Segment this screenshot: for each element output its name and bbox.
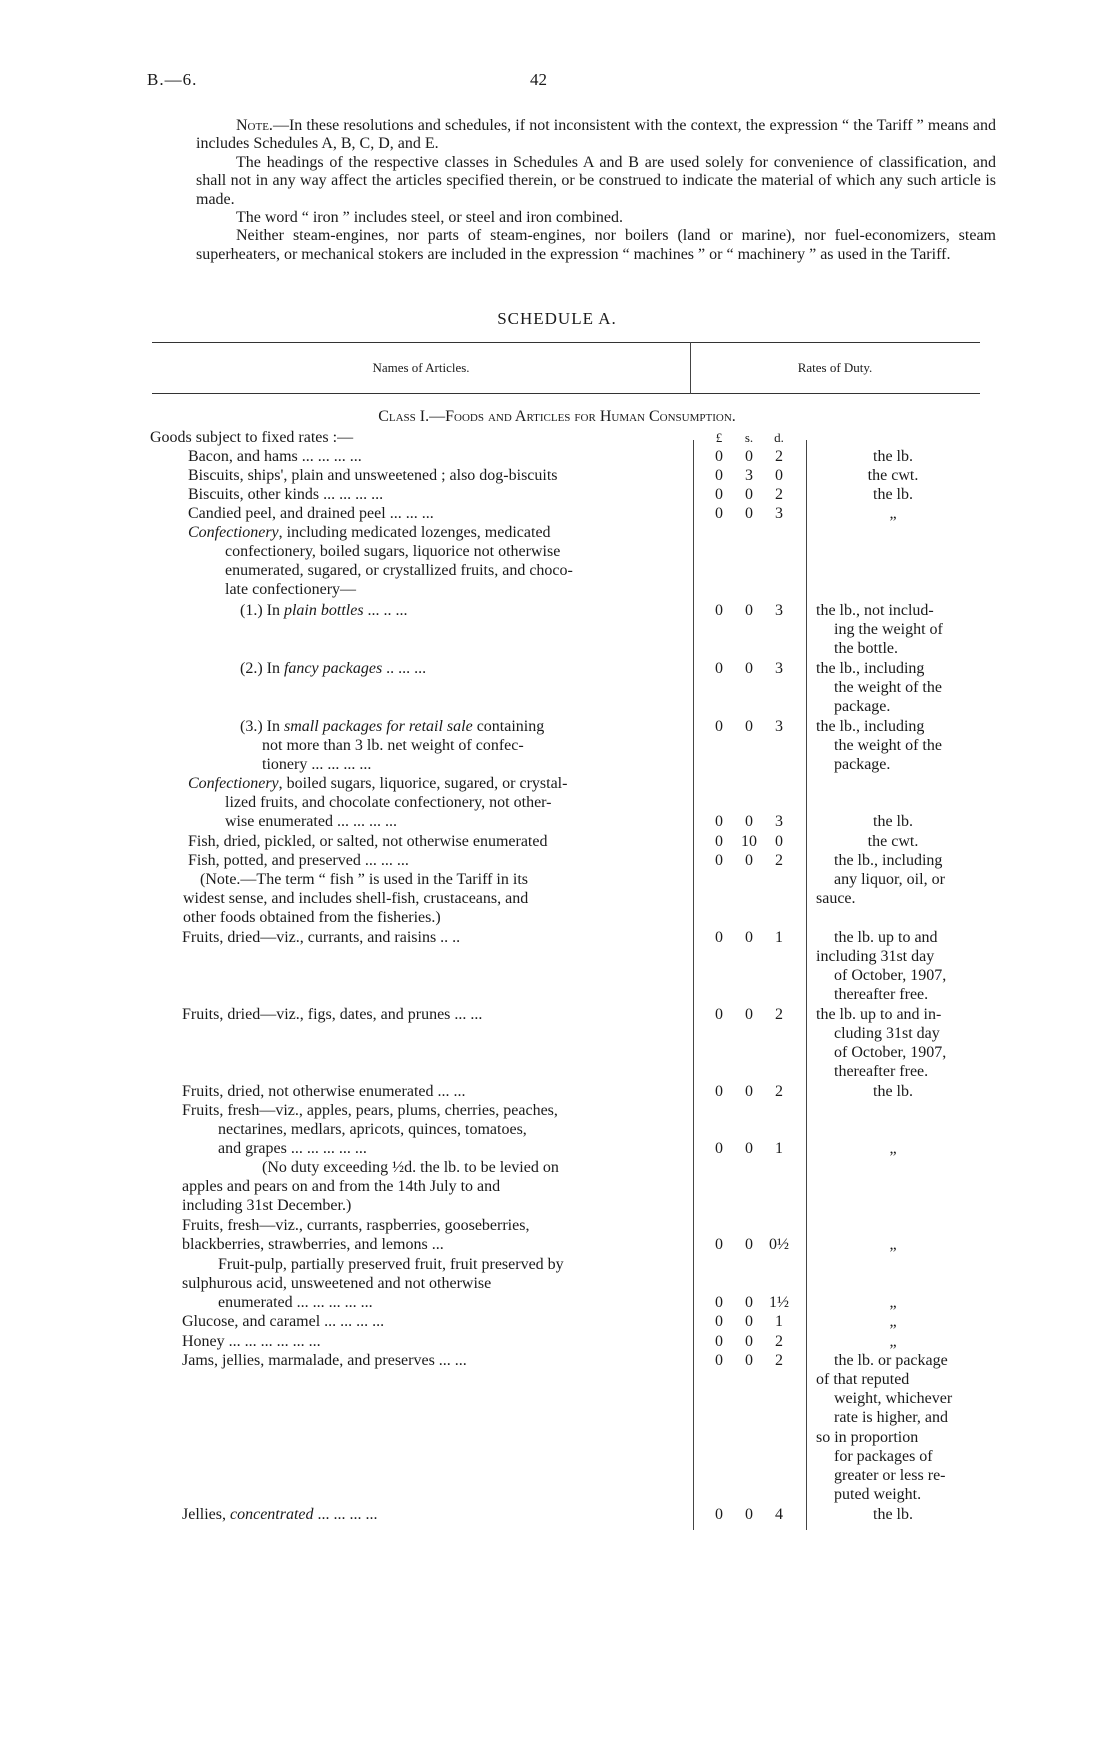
article-line xyxy=(188,774,567,793)
article-text: Bacon, and hams ... ... ... ... xyxy=(188,448,362,465)
duty-shillings: 0 xyxy=(745,602,753,619)
article-line xyxy=(182,1505,378,1524)
class-heading: Class I.—Foods and Articles for Human Consumption. xyxy=(378,408,736,425)
article-line xyxy=(262,755,371,774)
schedule-title: SCHEDULE A. xyxy=(497,309,617,328)
article-text: Confectionery xyxy=(188,775,279,792)
duty-shillings: 0 xyxy=(745,486,753,503)
duty-rate-unit: „ xyxy=(889,1140,897,1157)
article-line xyxy=(262,736,524,755)
article-text: Fish, dried, pickled, or salted, not otherwise enumerated xyxy=(188,833,548,850)
duty-shillings: 0 xyxy=(745,1006,753,1023)
article-text: tionery ... ... ... ... xyxy=(262,756,372,773)
duty-rate-unit: weight, whichever xyxy=(834,1390,953,1407)
duty-pounds: 0 xyxy=(715,660,723,677)
duty-rate-unit: puted weight. xyxy=(834,1486,922,1503)
duty-shillings: 0 xyxy=(745,1294,753,1311)
duty-rate-unit: the lb., not includ- xyxy=(816,602,934,619)
article-line xyxy=(188,485,383,504)
duty-pounds: 0 xyxy=(715,1006,723,1023)
duty-rate-unit: the cwt. xyxy=(867,833,919,850)
article-text: other foods obtained from the fisheries.) xyxy=(183,909,441,926)
table-top-rule xyxy=(152,342,980,343)
duty-pence: 4 xyxy=(775,1506,783,1523)
duty-rate-unit: ing the weight of xyxy=(834,621,943,638)
article-line xyxy=(182,928,460,947)
duty-rate-unit: of October, 1907, xyxy=(834,967,947,984)
article-line xyxy=(182,1082,466,1101)
note-paragraph-3: The word “ iron ” includes steel, or steel and iron combined. xyxy=(236,209,623,227)
duty-rate-unit: for packages of xyxy=(834,1448,933,1465)
duty-shillings: 0 xyxy=(745,660,753,677)
duty-rate-unit: thereafter free. xyxy=(834,1063,929,1080)
column-header-names: Names of Articles. xyxy=(372,360,470,375)
article-text: Fruits, fresh—viz., currants, raspberries, gooseberries, xyxy=(182,1217,530,1234)
article-line xyxy=(182,1235,444,1254)
article-line xyxy=(182,1005,482,1024)
article-text: Jellies, xyxy=(182,1506,230,1523)
note-paragraph-2: The headings of the respective classes in Schedules A and B are used solely for convenience of classification, and shall not in any way affect the articles specified therein, or be construed to indicate the material of which any such article is made. xyxy=(196,153,996,208)
article-text-emphasis: fancy packages xyxy=(283,660,383,677)
article-line xyxy=(240,601,408,620)
duty-shillings: 10 xyxy=(741,833,757,850)
article-text: nectarines, medlars, apricots, quinces, tomatoes, xyxy=(218,1121,527,1138)
article-line xyxy=(262,1158,559,1177)
duty-rate-unit: any liquor, oil, or xyxy=(834,871,945,888)
article-text: Goods subject to fixed rates :— xyxy=(150,429,354,446)
duty-pence: 1½ xyxy=(769,1294,789,1311)
duty-rate-unit: cluding 31st day xyxy=(834,1025,940,1042)
article-text: Fruits, dried, not otherwise enumerated ... ... xyxy=(182,1083,466,1100)
article-text: Fruits, dried—viz., currants, and raisins .. .. xyxy=(182,929,461,946)
duty-pounds: 0 xyxy=(715,852,723,869)
duty-shillings: 0 xyxy=(745,1333,753,1350)
article-text: Glucose, and caramel ... ... ... ... xyxy=(182,1313,385,1330)
article-text: Fish, potted, and preserved ... ... ... xyxy=(188,852,409,869)
duty-pounds: 0 xyxy=(715,833,723,850)
duty-pence: 2 xyxy=(775,1352,783,1369)
duty-shillings: 0 xyxy=(745,448,753,465)
article-text: Honey ... ... ... ... ... ... xyxy=(182,1333,321,1350)
duty-pounds: 0 xyxy=(715,929,723,946)
article-text: Candied peel, and drained peel ... ... ... xyxy=(188,505,434,522)
article-text: Jams, jellies, marmalade, and preserves ... ... xyxy=(182,1352,467,1369)
article-line xyxy=(183,889,528,908)
note-paragraph-1 xyxy=(196,117,996,154)
duty-rate-unit: sauce. xyxy=(816,890,856,907)
article-line xyxy=(240,659,426,678)
article-text-emphasis: , boiled sugars, liquorice, sugared, or crystal- xyxy=(278,775,568,792)
article-line xyxy=(183,908,441,927)
duty-pence: 3 xyxy=(775,602,783,619)
duty-rate-unit: the cwt. xyxy=(867,467,919,484)
duty-pounds: 0 xyxy=(715,486,723,503)
duty-pence: 2 xyxy=(775,1006,783,1023)
duty-pence: 2 xyxy=(775,1333,783,1350)
article-line xyxy=(225,793,552,812)
duty-pounds: 0 xyxy=(715,1333,723,1350)
article-text: not more than 3 lb. net weight of confec- xyxy=(262,737,524,754)
article-line xyxy=(188,504,434,523)
currency-shillings: s. xyxy=(744,430,754,445)
article-line xyxy=(240,717,544,736)
duty-pence: 0½ xyxy=(769,1236,789,1253)
article-line xyxy=(218,1139,367,1158)
article-line xyxy=(188,851,409,870)
article-line xyxy=(182,1332,321,1351)
duty-rate-unit: „ xyxy=(889,1236,897,1253)
duty-pence: 3 xyxy=(775,718,783,735)
article-text-tail: .. ... ... xyxy=(382,660,427,677)
duty-pence: 1 xyxy=(775,929,783,946)
duty-shillings: 0 xyxy=(745,813,753,830)
article-text: sulphurous acid, unsweetened and not otherwise xyxy=(182,1275,492,1292)
article-text-tail: containing xyxy=(472,718,545,735)
duty-pence: 2 xyxy=(775,852,783,869)
note-lead: Note. xyxy=(236,117,273,134)
duty-rate-unit: „ xyxy=(889,1294,897,1311)
article-line xyxy=(182,1312,384,1331)
article-text: (2.) In xyxy=(240,660,284,677)
duty-rate-unit: package. xyxy=(834,756,891,773)
duty-pounds: 0 xyxy=(715,1506,723,1523)
article-text-emphasis: plain bottles xyxy=(283,602,364,619)
article-text: (Note.—The term “ fish ” is used in the Tariff in its xyxy=(200,871,528,888)
duty-rate-unit: thereafter free. xyxy=(834,986,929,1003)
duty-pence: 3 xyxy=(775,813,783,830)
article-text: Fruits, dried—viz., figs, dates, and prunes ... ... xyxy=(182,1006,483,1023)
duty-rate-unit: the lb., including xyxy=(816,660,925,677)
duty-pence: 2 xyxy=(775,1083,783,1100)
duty-rate-unit: „ xyxy=(889,1333,897,1350)
duty-rate-unit: the lb. xyxy=(873,486,913,503)
note-text-1: —In these resolutions and schedules, if not inconsistent with the context, the expression “ the Tariff ” means and includes Schedules A, B, C, D, and E. xyxy=(196,117,996,153)
duty-rate-unit: of that reputed xyxy=(816,1371,910,1388)
duty-rate-unit: „ xyxy=(889,1313,897,1330)
article-line xyxy=(182,1274,491,1293)
duty-pounds: 0 xyxy=(715,718,723,735)
article-text: (No duty exceeding ½d. the lb. to be levied on xyxy=(262,1159,559,1176)
article-line xyxy=(188,523,551,542)
duty-rate-unit: including 31st day xyxy=(816,948,935,965)
duty-rate-unit: the lb. up to and xyxy=(834,929,938,946)
note-paragraph-4: Neither steam-engines, nor parts of steam-engines, nor boilers (land or marine), nor fuel-economizers, steam superheaters, or mechanical stokers are included in the expression “ machines ” or “ machinery ” as used in the Tariff. xyxy=(196,227,996,263)
duty-rate-unit: the lb. xyxy=(873,448,913,465)
article-line xyxy=(200,870,528,889)
article-text: Fruit-pulp, partially preserved fruit, fruit preserved by xyxy=(218,1256,564,1273)
article-line xyxy=(218,1255,564,1274)
duty-rate-unit: the lb. up to and in- xyxy=(816,1006,942,1023)
article-line xyxy=(150,428,353,447)
duty-rate-unit: the bottle. xyxy=(834,640,898,657)
duty-rate-unit: the weight of the xyxy=(834,737,942,754)
article-text: confectionery, boiled sugars, liquorice not otherwise xyxy=(225,543,561,560)
article-text: including 31st December.) xyxy=(182,1197,352,1214)
article-line xyxy=(182,1196,351,1215)
article-text: apples and pears on and from the 14th July to and xyxy=(182,1178,501,1195)
article-line xyxy=(225,542,560,561)
duty-rate-unit: the lb. xyxy=(873,1506,913,1523)
article-text: lized fruits, and chocolate confectionery, not other- xyxy=(225,794,552,811)
table-head-rule xyxy=(152,393,980,394)
duty-rate-unit: package. xyxy=(834,698,891,715)
article-text: enumerated ... ... ... ... ... xyxy=(218,1294,373,1311)
duty-rate-unit: the lb., including xyxy=(834,852,943,869)
duty-shillings: 0 xyxy=(745,718,753,735)
article-text: (3.) In xyxy=(240,718,284,735)
document-code: B.—6. xyxy=(147,70,198,89)
column-header-rates: Rates of Duty. xyxy=(797,360,873,375)
article-text-emphasis: small packages for retail sale xyxy=(283,718,473,735)
duty-rate-unit: the lb. xyxy=(873,1083,913,1100)
duty-pence: 0 xyxy=(775,833,783,850)
article-text: Biscuits, other kinds ... ... ... ... xyxy=(188,486,384,503)
duty-rate-unit: so in proportion xyxy=(816,1429,919,1446)
article-line xyxy=(188,447,362,466)
currency-pence: d. xyxy=(774,430,784,445)
duty-pounds: 0 xyxy=(715,1294,723,1311)
article-line xyxy=(182,1216,529,1235)
article-text-emphasis: concentrated xyxy=(230,1506,314,1523)
duty-shillings: 0 xyxy=(745,505,753,522)
duty-pence: 3 xyxy=(775,660,783,677)
article-line xyxy=(218,1293,373,1312)
duty-pounds: 0 xyxy=(715,1140,723,1157)
duty-pounds: 0 xyxy=(715,1352,723,1369)
article-line xyxy=(182,1177,500,1196)
article-line xyxy=(218,1120,527,1139)
duty-pounds: 0 xyxy=(715,1313,723,1330)
article-text-tail: ... ... ... ... xyxy=(313,1506,378,1523)
article-line xyxy=(225,580,356,599)
duty-shillings: 0 xyxy=(745,1352,753,1369)
duty-rate-unit: rate is higher, and xyxy=(834,1409,948,1426)
duty-rate-unit: greater or less re- xyxy=(834,1467,946,1484)
duty-pounds: 0 xyxy=(715,505,723,522)
article-text: Fruits, fresh—viz., apples, pears, plums, cherries, peaches, xyxy=(182,1102,558,1119)
article-text: late confectionery— xyxy=(225,581,357,598)
duty-pounds: 0 xyxy=(715,1236,723,1253)
duty-rate-unit: the lb. or package xyxy=(834,1352,948,1369)
article-line xyxy=(188,466,558,485)
currency-pounds: £ xyxy=(715,430,723,445)
article-line xyxy=(225,561,573,580)
duty-pence: 2 xyxy=(775,448,783,465)
duty-pence: 1 xyxy=(775,1313,783,1330)
duty-pounds: 0 xyxy=(715,448,723,465)
duty-shillings: 0 xyxy=(745,852,753,869)
article-line xyxy=(182,1101,558,1120)
page-number: 42 xyxy=(530,70,547,89)
article-text: enumerated, sugared, or crystallized fruits, and choco- xyxy=(225,562,573,579)
duty-shillings: 0 xyxy=(745,1083,753,1100)
notes-block xyxy=(196,117,996,264)
duty-shillings: 3 xyxy=(745,467,753,484)
article-text-emphasis: , including medicated lozenges, medicated xyxy=(278,524,551,541)
duty-pounds: 0 xyxy=(715,602,723,619)
duty-pence: 1 xyxy=(775,1140,783,1157)
duty-shillings: 0 xyxy=(745,1236,753,1253)
article-line xyxy=(225,812,397,831)
rates-divider-left xyxy=(693,440,694,1530)
article-text: wise enumerated ... ... ... ... xyxy=(225,813,397,830)
duty-pence: 0 xyxy=(775,467,783,484)
article-text: and grapes ... ... ... ... ... xyxy=(218,1140,367,1157)
duty-rate-unit: of October, 1907, xyxy=(834,1044,947,1061)
article-text: widest sense, and includes shell-fish, crustaceans, and xyxy=(183,890,529,907)
duty-pounds: 0 xyxy=(715,467,723,484)
duty-shillings: 0 xyxy=(745,1140,753,1157)
duty-rate-unit: the lb. xyxy=(873,813,913,830)
article-line xyxy=(188,832,547,851)
duty-shillings: 0 xyxy=(745,1506,753,1523)
article-text: Biscuits, ships', plain and unsweetened ; also dog-biscuits xyxy=(188,467,558,484)
duty-rate-unit: the weight of the xyxy=(834,679,942,696)
article-text: blackberries, strawberries, and lemons ... xyxy=(182,1236,444,1253)
article-text: Confectionery xyxy=(188,524,279,541)
duty-shillings: 0 xyxy=(745,1313,753,1330)
article-text-tail: ... .. ... xyxy=(363,602,408,619)
duty-pounds: 0 xyxy=(715,1083,723,1100)
duty-rate-unit: „ xyxy=(889,505,897,522)
article-line xyxy=(182,1351,467,1370)
duty-pence: 2 xyxy=(775,486,783,503)
article-text: (1.) In xyxy=(240,602,284,619)
duty-rate-unit: the lb., including xyxy=(816,718,925,735)
rates-divider-right xyxy=(806,440,807,1530)
duty-pounds: 0 xyxy=(715,813,723,830)
duty-shillings: 0 xyxy=(745,929,753,946)
duty-pence: 3 xyxy=(775,505,783,522)
